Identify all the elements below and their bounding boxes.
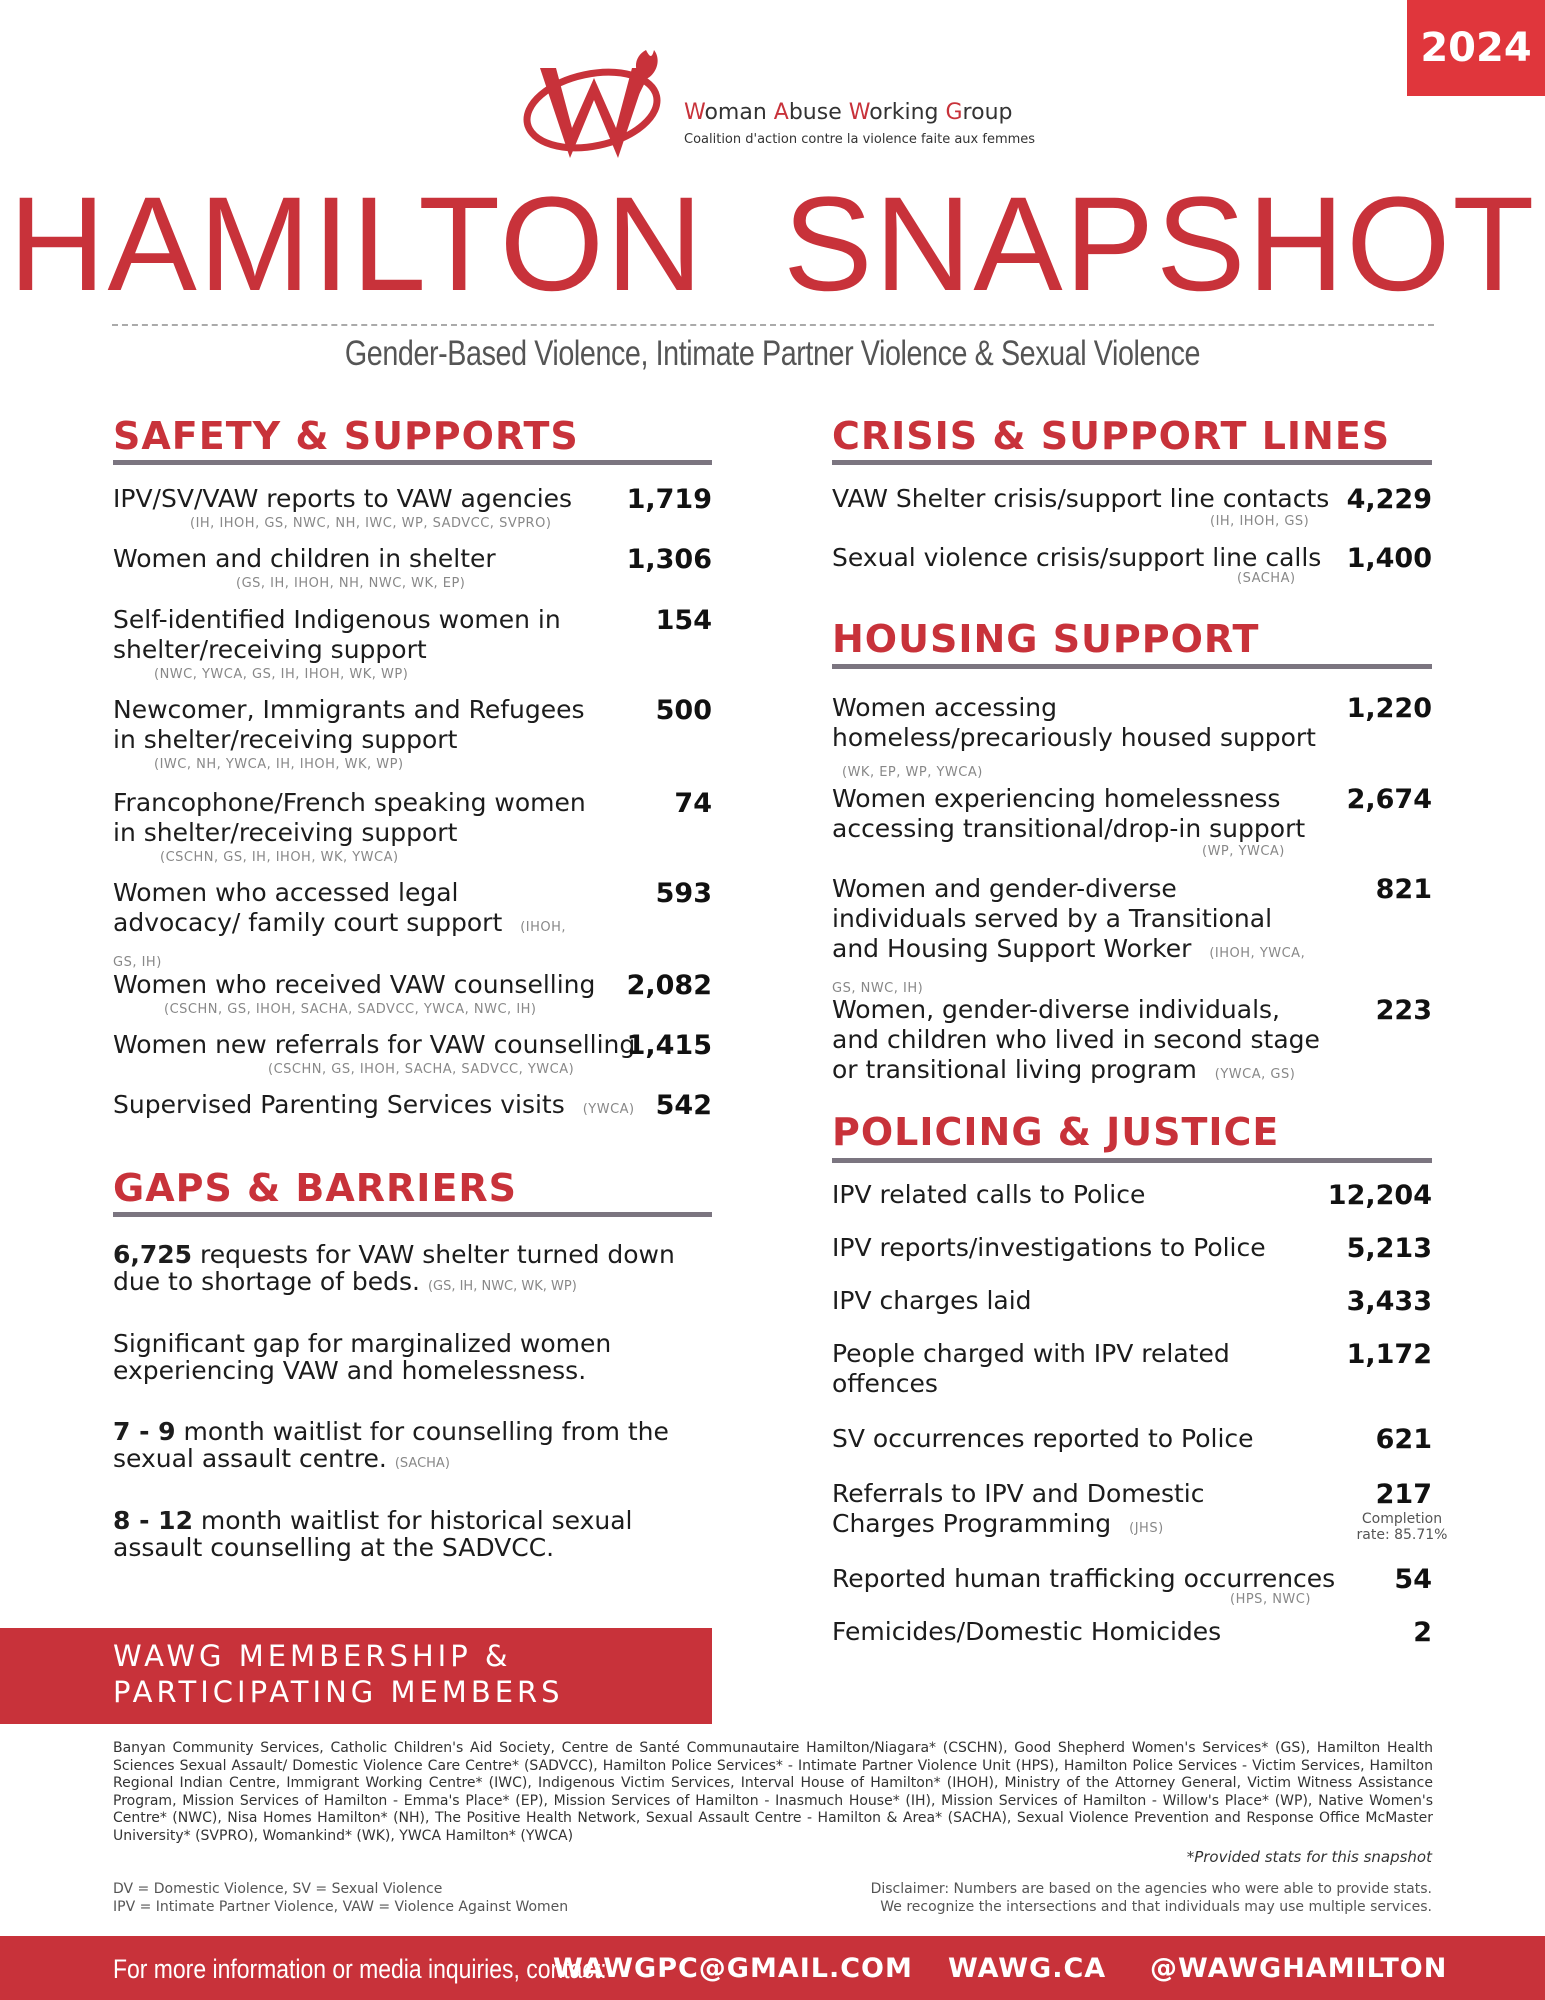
row-value: 593 [655,878,712,909]
row-source: (YWCA) [582,1102,635,1117]
policing-row [832,1479,1452,1559]
title-divider [112,324,1434,326]
safety-row [113,788,712,874]
policing-row [832,1617,1432,1657]
row-value: 5,213 [1346,1233,1432,1264]
definition-line: DV = Domestic Violence, SV = Sexual Violence [113,1881,443,1897]
safety-row [113,1090,712,1130]
gap-item: 7 - 9 month waitlist for counselling from the sexual assault centre. (SACHA) [113,1417,669,1473]
provided-stats-note: *Provided stats for this snapshot [1186,1848,1432,1866]
row-label: Newcomer, Immigrants and Refugees in shelter/receiving support [113,695,585,754]
row-value: 4,229 [1346,484,1432,515]
row-label: VAW Shelter crisis/support line contacts [832,484,1330,513]
housing-row [832,995,1432,1091]
gap-item: 8 - 12 month waitlist for historical sexual assault counselling at the SADVCC. [113,1506,633,1562]
row-value: 1,400 [1346,543,1432,574]
safety-row [113,970,712,1026]
row-label: Reported human trafficking occurrences [832,1564,1336,1593]
row-label: Women accessing homeless/precariously housed support (WK, EP, WP, YWCA) [832,693,1316,780]
gaps-heading: GAPS & BARRIERS [113,1166,518,1210]
membership-heading-line1: WAWG MEMBERSHIP & [113,1639,512,1673]
safety-row [113,605,712,691]
page-title: HAMILTON SNAPSHOT [8,170,1537,319]
footer-bar [0,1936,1545,2000]
housing-heading: HOUSING SUPPORT [832,617,1260,661]
safety-row [113,544,712,600]
row-source: (IH, IHOH, GS, NWC, NH, IWC, WP, SADVCC, SVPRO) [190,516,552,531]
social-handle-link[interactable]: @WAWGHAMILTON [1150,1953,1448,1984]
policing-row [832,1180,1432,1220]
crisis-row [832,543,1432,599]
row-value: 2 [1413,1617,1432,1648]
definition-line: IPV = Intimate Partner Violence, VAW = Violence Against Women [113,1899,569,1915]
row-label: Women who accessed legal advocacy/ family court support (IHOH, GS, IH) [113,878,567,970]
row-value: 821 [1375,874,1432,905]
policing-row [832,1564,1432,1614]
row-label: Women experiencing homelessness accessing transitional/drop-in support [832,784,1306,843]
row-value: 74 [674,788,712,819]
row-source: (SACHA) [1237,571,1296,586]
page-subtitle: Gender-Based Violence, Intimate Partner Violence & Sexual Violence [344,334,1201,373]
row-label: IPV/SV/VAW reports to VAW agencies [113,484,573,513]
disclaimer-line: Disclaimer: Numbers are based on the agencies who were able to provide stats. [870,1881,1432,1897]
row-value: 12,204 [1327,1180,1432,1211]
row-source: (IH, IHOH, GS) [1210,514,1310,529]
row-value: 3,433 [1346,1286,1432,1317]
safety-row [113,484,712,540]
row-value: 1,415 [626,1030,712,1061]
row-value: 500 [655,695,712,726]
row-source: (CSCHN, GS, IHOH, SACHA, SADVCC, YWCA) [268,1062,575,1077]
row-label: SV occurrences reported to Police [832,1424,1254,1453]
footer-contact-label: For more information or media inquiries, contact: [113,1954,607,1984]
safety-rule [113,460,712,465]
row-value: 1,220 [1346,693,1432,724]
org-name: Woman Abuse Working Group [684,100,1013,125]
policing-rule [832,1158,1432,1163]
row-label: Women new referrals for VAW counselling [113,1030,636,1059]
completion-rate-note: Completion rate: 85.71% [1356,1511,1448,1543]
housing-rule [832,664,1432,669]
row-label: Femicides/Domestic Homicides [832,1617,1222,1646]
gaps-rule [113,1212,712,1217]
row-label: Self-identified Indigenous women in shelter/receiving support [113,605,561,664]
row-label: Sexual violence crisis/support line calls [832,543,1322,572]
year-badge: 2024 [1407,0,1545,96]
row-source: (JHS) [1129,1521,1164,1536]
safety-row [113,878,712,970]
row-source: (CSCHN, GS, IH, IHOH, WK, YWCA) [160,850,399,865]
row-label: People charged with IPV related offences [832,1339,1230,1398]
policing-row [832,1424,1432,1464]
row-value: 542 [655,1090,712,1121]
row-value: 1,306 [626,544,712,575]
row-label: Supervised Parenting Services visits (YWCA) [113,1090,635,1119]
row-label: Women, gender-diverse individuals, and children who lived in second stage or transitional living program (YWCA, GS) [832,995,1320,1084]
org-logo [522,48,1042,168]
disclaimer [871,1880,1432,1916]
crisis-rule [832,460,1432,465]
row-label: Women and children in shelter [113,544,496,573]
row-source: (HPS, NWC) [1230,1592,1311,1607]
row-source: (YWCA, GS) [1214,1067,1296,1082]
row-value: 217 [1375,1479,1432,1510]
gap-item: 6,725 requests for VAW shelter turned down due to shortage of beds. (GS, IH, NWC, WK, WP) [113,1240,675,1296]
website-link[interactable]: WAWG.CA [948,1953,1107,1984]
row-value: 54 [1394,1564,1432,1595]
policing-row [832,1286,1432,1326]
tulip-w-logo-icon [522,48,682,168]
row-value: 1,719 [626,484,712,515]
membership-banner [0,1628,712,1724]
row-label: Women and gender-diverse individuals served by a Transitional and Housing Support Worker (IHOH, YWCA, GS, NWC, IH) [832,874,1306,996]
row-label: Referrals to IPV and Domestic Charges Programming (JHS) [832,1479,1205,1538]
housing-row [832,874,1432,996]
row-source: (IHOH, GS, IH) [113,920,567,970]
org-subtitle: Coalition d'action contre la violence faite aux femmes [684,132,1036,147]
row-value: 223 [1375,995,1432,1026]
contact-email-link[interactable]: WAWGPC@GMAIL.COM [553,1953,913,1984]
row-source: (IHOH, YWCA, GS, NWC, IH) [832,946,1306,996]
housing-row [832,784,1432,870]
row-label: IPV related calls to Police [832,1180,1146,1209]
row-label: Women who received VAW counselling [113,970,596,999]
row-value: 2,082 [626,970,712,1001]
crisis-row [832,484,1432,540]
row-value: 1,172 [1346,1339,1432,1370]
safety-heading: SAFETY & SUPPORTS [113,414,579,458]
policing-heading: POLICING & JUSTICE [832,1110,1280,1154]
safety-row [113,695,712,781]
safety-row [113,1030,712,1086]
row-value: 154 [655,605,712,636]
members-list: Banyan Community Services, Catholic Children's Aid Society, Centre de Santé Communautaire Hamilton/Niagara* (CSCHN), Good Shepherd Women's Services* (GS), Hamilton Health Sciences Sexual Assault/ Domestic Violence Care Centre* (SADVCC), Hamilton Police Services* - Intimate Partner Violence Unit (HPS), Hamilton Police Services - Victim Services, Hamilton Regional Indian Centre, Immigrant Working Centre* (IWC), Indigenous Victim Services, Interval House of Hamilton* (IHOH), Ministry of the Attorney General, Victim Witness Assistance Program, Mission Services of Hamilton - Emma's Place* (EP), Mission Services of Hamilton - Inasmuch House* (IH), Mission Services of Hamilton - Willow's Place* (WP), Native Women's Centre* (NWC), Nisa Homes Hamilton* (NH), The Positive Health Network, Sexual Assault Centre - Hamilton & Area* (SACHA), Sexual Violence Prevention and Response Office McMaster University* (SVPRO), Womankind* (WK), YWCA Hamilton* (YWCA) [113,1740,1433,1844]
housing-row [832,693,1432,780]
row-value: 621 [1375,1424,1432,1455]
row-source: (GS, IH, IHOH, NH, NWC, WK, EP) [236,576,466,591]
row-source: (CSCHN, GS, IHOH, SACHA, SADVCC, YWCA, NWC, IH) [164,1002,537,1017]
gap-item: Significant gap for marginalized women experiencing VAW and homelessness. [113,1329,612,1385]
row-source: (NWC, YWCA, GS, IH, IHOH, WK, WP) [154,667,409,682]
policing-row [832,1233,1432,1273]
definitions [113,1880,568,1916]
row-value: 2,674 [1346,784,1432,815]
row-label: Francophone/French speaking women in shelter/receiving support [113,788,586,847]
crisis-heading: CRISIS & SUPPORT LINES [832,414,1391,458]
policing-row [832,1339,1432,1403]
disclaimer-line: We recognize the intersections and that individuals may use multiple services. [880,1899,1432,1915]
row-source: (IWC, NH, YWCA, IH, IHOH, WK, WP) [154,757,404,772]
membership-heading-line2: PARTICIPATING MEMBERS [113,1675,564,1709]
row-source: (WK, EP, WP, YWCA) [842,765,983,780]
row-label: IPV charges laid [832,1286,1032,1315]
row-label: IPV reports/investigations to Police [832,1233,1266,1262]
row-source: (WP, YWCA) [1202,844,1285,859]
